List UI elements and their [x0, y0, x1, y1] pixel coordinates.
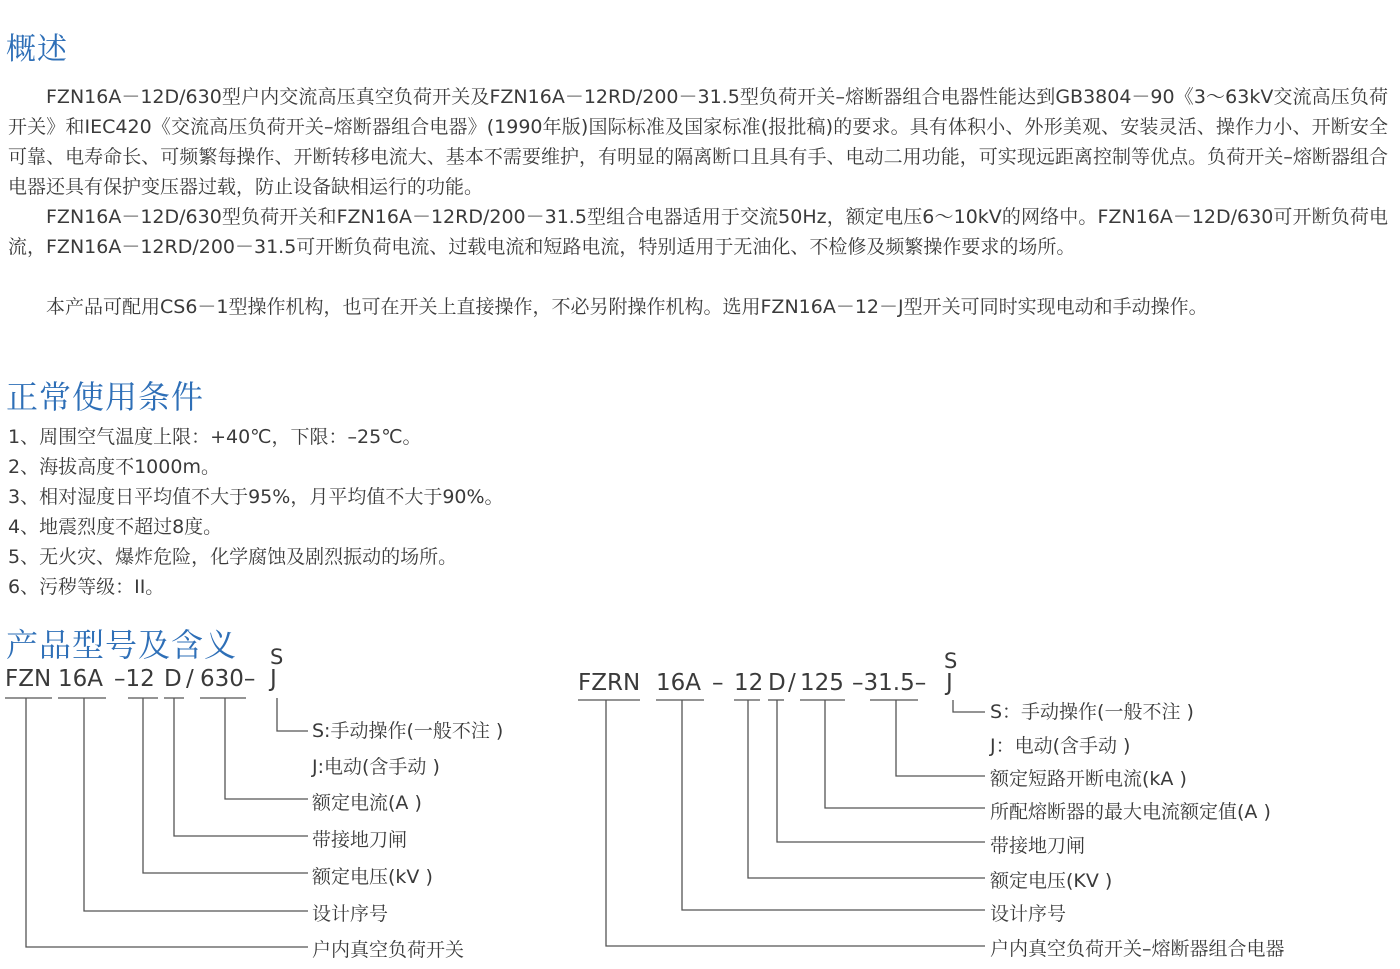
overview-paragraph: FZN16A－12D/630型负荷开关和FZN16A－12RD/200－31.5型组合电器适用于交流50Hz，额定电压6～10kV的网络中。FZN16A－12D/630可开断负荷电流，FZN16A－12RD/200－31.5可开断负荷电流、过载电流和短路电流，特别适用于无油化、不检修及频繁操作要求的场所。: [8, 206, 1388, 258]
condition-item: 2、海拔高度不1000m。: [8, 456, 220, 478]
left-connector-630: [225, 698, 308, 799]
left-connector-fzn: [26, 698, 308, 947]
left-model-code-16a: 16A: [58, 666, 104, 692]
overview-paragraph: FZN16A－12D/630型户内交流高压真空负荷开关及FZN16A－12RD/200－31.5型负荷开关–熔断器组合电器性能达到GB3804－90《3～63kV交流高压负荷开关》和IEC420《交流高压负荷开关–熔断器组合电器》(1990年版)国际标准及国家标准(报批稿)的要求。具有体积小、外形美观、安装灵活、操作力小、开断安全可靠、电寿命长、可频繁每操作、开断转移电流大、基本不需要维护，有明显的隔离断口且具有手、电动二用功能，可实现远距离控制等优点。负荷开关–熔断器组合电器还具有保护变压器过载，防止设备缺相运行的功能。: [8, 86, 1388, 198]
right-model-code-12: 12: [734, 670, 764, 696]
right-connector-125: [825, 700, 985, 808]
left-label: 户内真空负荷开关: [312, 939, 465, 961]
condition-item: 4、地震烈度不超过8度。: [8, 516, 223, 538]
condition-item: 6、污秽等级：II。: [8, 576, 165, 598]
right-label: 带接地刀闸: [990, 835, 1086, 857]
right-connector-12: [748, 700, 985, 878]
right-model-code-125: 125: [800, 670, 844, 696]
left-model-code-630: 630–: [200, 666, 256, 692]
left-model-code-d: D: [164, 666, 182, 692]
right-label: 额定短路开断电流(kA ): [990, 768, 1187, 790]
right-label: 额定电压(KV ): [990, 870, 1113, 892]
right-model-code-fzrn: FZRN: [578, 670, 641, 696]
right-label: 所配熔断器的最大电流额定值(A ): [990, 801, 1271, 823]
left-model-code-j: J: [270, 666, 277, 692]
right-label: S：手动操作(一般不注 ): [990, 701, 1194, 723]
right-model-code-j: J: [946, 670, 953, 696]
left-connector-16a: [84, 698, 308, 911]
condition-item: 1、周围空气温度上限：+40℃，下限：–25℃。: [8, 426, 422, 448]
right-connector-d: [777, 700, 985, 842]
left-label: 带接地刀闸: [312, 829, 408, 851]
right-label: 设计序号: [990, 903, 1067, 925]
right-model-code-d: D: [768, 670, 786, 696]
left-connector-d: [174, 698, 308, 836]
condition-item: 5、无火灾、爆炸危险，化学腐蚀及剧烈振动的场所。: [8, 546, 458, 568]
left-label: 额定电压(kV ): [312, 866, 433, 888]
left-label: 设计序号: [312, 903, 389, 925]
overview-paragraph: 本产品可配用CS6－1型操作机构，也可在开关上直接操作，不必另附操作机构。选用FZN16A－12－J型开关可同时实现电动和手动操作。: [46, 296, 1208, 318]
condition-item: 3、相对湿度日平均值不大于95%，月平均值不大于90%。: [8, 486, 504, 508]
left-label: J:电动(含手动 ): [312, 756, 440, 778]
right-model-code-dash: –: [712, 670, 724, 696]
right-model-code-slash: /: [788, 670, 796, 696]
right-label: 户内真空负荷开关–熔断器组合电器: [990, 938, 1285, 960]
section-heading-overview: 概述: [6, 32, 68, 67]
right-model-code-315: –31.5–: [852, 670, 927, 696]
left-label: 额定电流(A ): [312, 792, 422, 814]
right-connector-s: [953, 700, 985, 712]
right-model-code-16a: 16A: [656, 670, 702, 696]
left-model-code-slash: /: [186, 666, 194, 692]
left-model-code-12: –12: [114, 666, 155, 692]
section-heading-conditions: 正常使用条件: [6, 378, 205, 416]
left-label: S:手动操作(一般不注 ): [312, 720, 504, 742]
section-heading-model: 产品型号及含义: [6, 626, 238, 664]
left-connector-s: [277, 698, 308, 731]
right-model-code-s-superscript: S: [944, 649, 958, 673]
left-model-code-fzn: FZN: [5, 666, 52, 692]
right-label: J：电动(含手动 ): [990, 735, 1131, 757]
left-model-code-s-superscript: S: [270, 645, 284, 669]
right-connector-fzrn: [606, 700, 985, 946]
